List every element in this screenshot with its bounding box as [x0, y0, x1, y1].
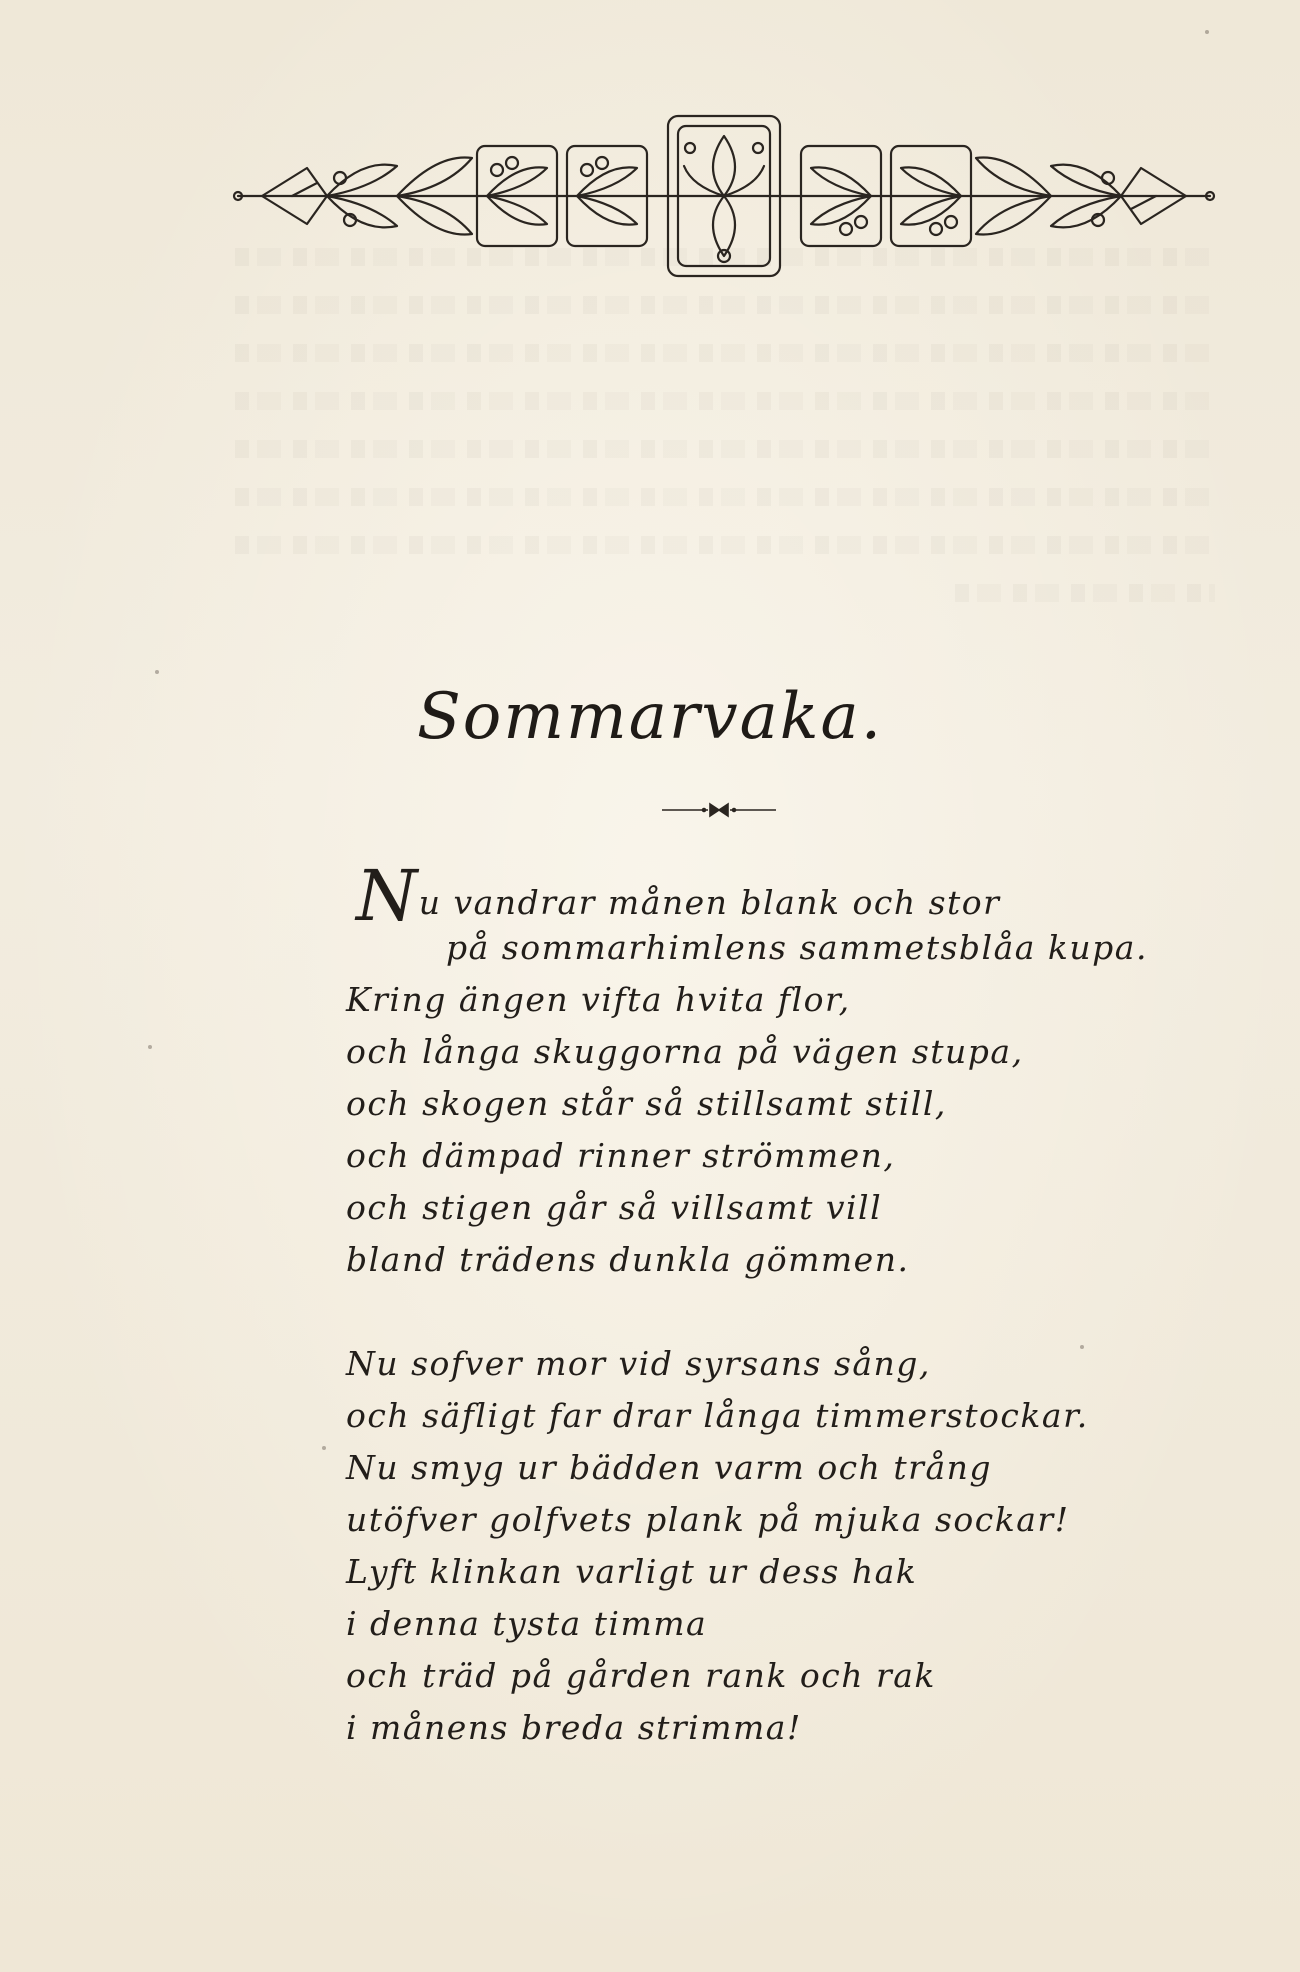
bleed-through-line — [235, 488, 1215, 506]
poem-line: Lyft klinkan varligt ur dess hak — [346, 1552, 918, 1591]
bleed-through-line — [235, 344, 1215, 362]
bleed-through-line — [955, 584, 1215, 602]
poem-line: och dämpad rinner strömmen, — [346, 1136, 896, 1175]
poem-line: och träd på gården rank och rak — [346, 1656, 936, 1695]
poem-line: Kring ängen vifta hvita flor, — [346, 980, 851, 1019]
poem-line: och stigen går så villsamt vill — [346, 1188, 883, 1227]
stanza-1 — [346, 855, 1246, 1286]
poem-line: och säfligt far drar långa timmerstockar. — [346, 1396, 1089, 1435]
poem-line: och långa skuggorna på vägen stupa, — [346, 1032, 1024, 1071]
paper-speck — [148, 1045, 152, 1049]
poem-line: bland trädens dunkla gömmen. — [346, 1240, 910, 1279]
paper-speck — [155, 670, 159, 674]
paper-speck — [1080, 1345, 1084, 1349]
drop-cap: N — [356, 855, 419, 937]
poem-line — [346, 855, 1246, 937]
poem-title: Sommarvaka. — [416, 680, 884, 754]
poem-line: i denna tysta timma — [346, 1604, 708, 1643]
poem-body — [346, 855, 1246, 1754]
poem-line: i månens breda strimma! — [346, 1708, 802, 1747]
bleed-through-line — [235, 296, 1215, 314]
stanza-2 — [346, 1338, 1246, 1754]
poem-line: Nu sofver mor vid syrsans sång, — [346, 1344, 931, 1383]
bleed-through-line — [235, 392, 1215, 410]
poem-line: utöfver golfvets plank på mjuka sockar! — [346, 1500, 1070, 1539]
paper-speck — [1205, 30, 1209, 34]
divider-ornament-icon — [660, 800, 778, 820]
bleed-through-line — [235, 536, 1215, 554]
poem-line-text: u vandrar månen blank och stor — [418, 883, 1001, 922]
poem-line: Nu smyg ur bädden varm och trång — [346, 1448, 992, 1487]
poem-line: och skogen står så stillsamt still, — [346, 1084, 947, 1123]
bleed-through-line — [235, 440, 1215, 458]
floral-ornament-icon — [232, 108, 1216, 288]
poem-line: på sommarhimlens sammetsblåa kupa. — [446, 928, 1148, 967]
paper-speck — [322, 1446, 326, 1450]
